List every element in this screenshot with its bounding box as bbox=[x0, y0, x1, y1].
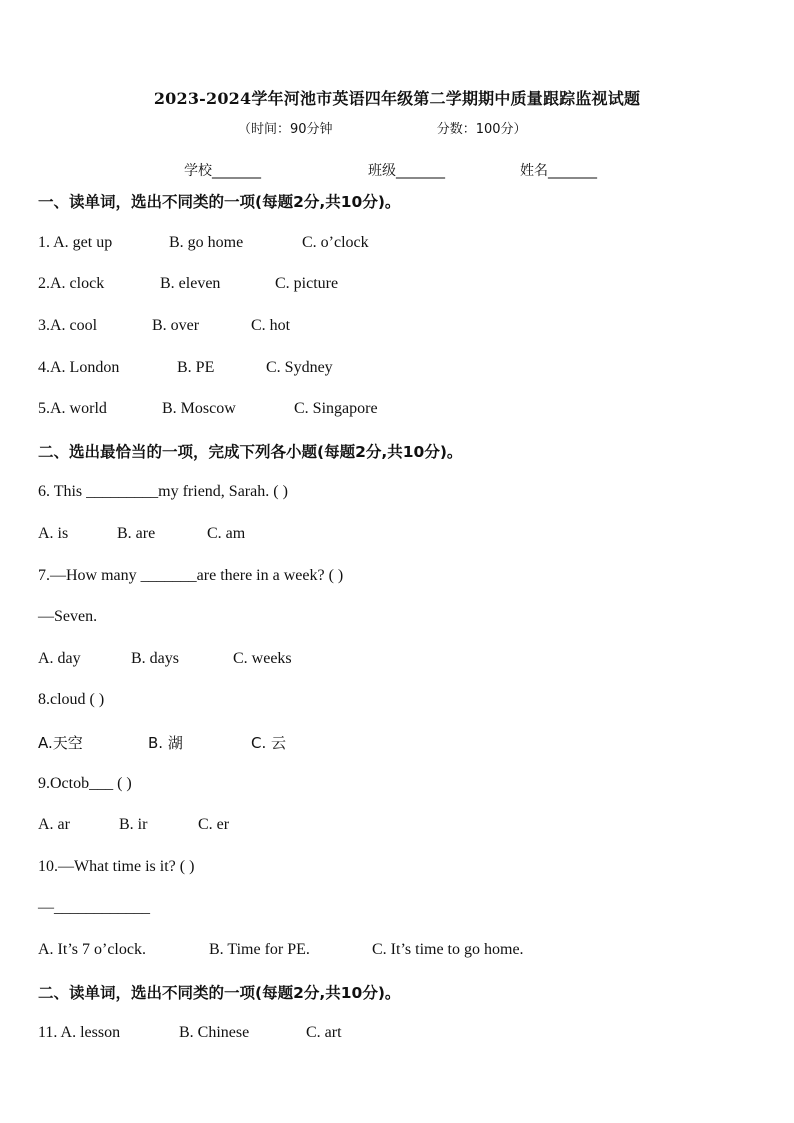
school-field[interactable]: 学校_______ bbox=[184, 163, 261, 179]
question-8-options bbox=[38, 732, 287, 753]
q9-option-b[interactable]: B. ir bbox=[119, 816, 148, 833]
question-11 bbox=[38, 1024, 342, 1042]
exam-subtitle bbox=[238, 118, 527, 137]
question-8-stem: 8.cloud ( ) bbox=[38, 691, 105, 708]
question-5 bbox=[38, 400, 378, 418]
q2-option-a[interactable]: 2.A. clock bbox=[38, 275, 105, 292]
q6-option-c[interactable]: C. am bbox=[207, 525, 246, 542]
student-info-row bbox=[184, 160, 597, 180]
question-6-options bbox=[38, 525, 246, 543]
question-1 bbox=[38, 234, 369, 252]
q5-option-a[interactable]: 5.A. world bbox=[38, 400, 107, 417]
question-2 bbox=[38, 275, 339, 293]
question-7-reply: —Seven. bbox=[38, 608, 98, 625]
q9-option-c[interactable]: C. er bbox=[198, 816, 230, 833]
name-field[interactable]: 姓名_______ bbox=[520, 163, 597, 179]
q9-option-a[interactable]: A. ar bbox=[38, 816, 70, 833]
exam-title: 2023-2024学年河池市英语四年级第二学期期中质量跟踪监视试题 bbox=[153, 89, 641, 108]
q6-option-b[interactable]: B. are bbox=[117, 525, 156, 542]
q3-option-c[interactable]: C. hot bbox=[251, 317, 291, 334]
question-7-stem: 7.—How many _______are there in a week? ( ) bbox=[38, 567, 344, 584]
q7-option-b[interactable]: B. days bbox=[131, 650, 179, 667]
question-6-stem: 6. This _________my friend, Sarah. ( ) bbox=[38, 483, 288, 500]
q11-option-a[interactable]: 11. A. lesson bbox=[38, 1024, 121, 1041]
question-9-stem: 9.Octob___ ( ) bbox=[38, 775, 132, 792]
q7-option-c[interactable]: C. weeks bbox=[233, 650, 292, 667]
q5-option-c[interactable]: C. Singapore bbox=[294, 400, 378, 417]
q5-option-b[interactable]: B. Moscow bbox=[162, 400, 236, 417]
q10-option-c[interactable]: C. It’s time to go home. bbox=[372, 941, 524, 958]
exam-score: 分数：100分） bbox=[436, 122, 527, 137]
q4-option-b[interactable]: B. PE bbox=[177, 359, 215, 376]
q2-option-b[interactable]: B. eleven bbox=[160, 275, 221, 292]
q11-option-c[interactable]: C. art bbox=[306, 1024, 342, 1041]
q7-option-a[interactable]: A. day bbox=[38, 650, 81, 667]
question-10-options bbox=[38, 941, 524, 959]
q11-option-b[interactable]: B. Chinese bbox=[179, 1024, 250, 1041]
q8-option-b[interactable]: B. 湖 bbox=[148, 734, 183, 752]
section-2-heading: 二、选出最恰当的一项，完成下列各小题(每题2分,共10分)。 bbox=[38, 443, 463, 461]
question-10-reply[interactable]: —____________ bbox=[38, 899, 150, 916]
question-4 bbox=[38, 359, 333, 377]
question-7-options bbox=[38, 650, 292, 668]
question-10-stem: 10.—What time is it? ( ) bbox=[38, 858, 195, 875]
section-1-heading: 一、读单词，选出不同类的一项(每题2分,共10分)。 bbox=[38, 193, 401, 211]
q8-option-a[interactable]: A.天空 bbox=[38, 734, 83, 752]
q4-option-c[interactable]: C. Sydney bbox=[266, 359, 333, 376]
question-3 bbox=[38, 317, 291, 335]
q2-option-c[interactable]: C. picture bbox=[275, 275, 339, 292]
q1-option-b[interactable]: B. go home bbox=[169, 234, 244, 251]
exam-time: （时间：90分钟 bbox=[238, 122, 333, 137]
q3-option-b[interactable]: B. over bbox=[152, 317, 200, 334]
question-9-options bbox=[38, 816, 230, 834]
class-field[interactable]: 班级_______ bbox=[368, 163, 445, 179]
section-3-heading: 二、读单词，选出不同类的一项(每题2分,共10分)。 bbox=[38, 984, 401, 1002]
q1-option-c[interactable]: C. o’clock bbox=[302, 234, 369, 251]
q6-option-a[interactable]: A. is bbox=[38, 525, 69, 542]
q10-option-b[interactable]: B. Time for PE. bbox=[209, 941, 310, 958]
q3-option-a[interactable]: 3.A. cool bbox=[38, 317, 98, 334]
q8-option-c[interactable]: C. 云 bbox=[251, 734, 287, 752]
q1-option-a[interactable]: 1. A. get up bbox=[38, 234, 113, 251]
q10-option-a[interactable]: A. It’s 7 o’clock. bbox=[38, 941, 146, 958]
q4-option-a[interactable]: 4.A. London bbox=[38, 359, 120, 376]
